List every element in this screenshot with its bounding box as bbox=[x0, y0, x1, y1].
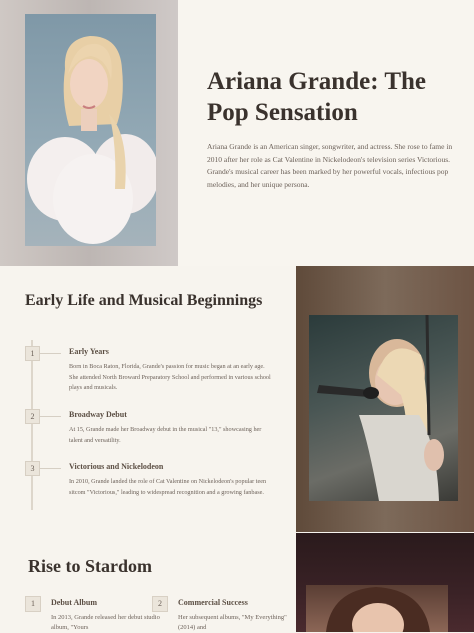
portrait-illustration bbox=[25, 14, 156, 246]
rise-number-2: 2 bbox=[152, 596, 168, 612]
portrait-illustration bbox=[306, 585, 448, 632]
rise-photo bbox=[306, 585, 448, 632]
timeline-line bbox=[31, 340, 33, 510]
timeline-item-title: Victorious and Nickelodeon bbox=[69, 462, 164, 471]
timeline-number-1: 1 bbox=[25, 346, 40, 361]
timeline-connector bbox=[39, 416, 61, 417]
timeline-item-title: Early Years bbox=[69, 347, 109, 356]
timeline-connector bbox=[39, 468, 61, 469]
rise-item-text: In 2013, Grande released her debut studio album, "Yours bbox=[51, 614, 160, 631]
early-life-photo bbox=[309, 315, 458, 501]
timeline-number-2: 2 bbox=[25, 409, 40, 424]
page-title: Ariana Grande: The Pop Sensation bbox=[207, 68, 426, 126]
hero-description: Ariana Grande is an American singer, songwriter, and actress. She rose to fame in 2010 after her role as Cat Valentine in Nickelodeon's television series Victorious. Grande's musical career has been marked by her powerful vocals, infectious pop melodies, and her unique persona. bbox=[207, 142, 453, 189]
singing-illustration bbox=[309, 315, 458, 501]
hero-section bbox=[0, 0, 474, 266]
rise-item-title: Commercial Success bbox=[178, 598, 248, 607]
rise-number-1: 1 bbox=[25, 596, 41, 612]
timeline-item-text: At 15, Grande made her Broadway debut in the musical "13," showcasing her talent and versatility. bbox=[69, 426, 262, 444]
timeline-number-3: 3 bbox=[25, 461, 40, 476]
timeline-connector bbox=[39, 353, 61, 354]
rise-item-title: Debut Album bbox=[51, 598, 98, 607]
hero-photo bbox=[25, 14, 156, 246]
timeline-item-title: Broadway Debut bbox=[69, 410, 127, 419]
rise-heading: Rise to Stardom bbox=[28, 556, 152, 576]
timeline-item-text: In 2010, Grande landed the role of Cat Valentine on Nickelodeon's popular teen sitcom "Victorious," leading to widespread recognition and a growing fanbase. bbox=[69, 478, 267, 496]
early-life-heading: Early Life and Musical Beginnings bbox=[25, 292, 263, 309]
rise-item-text: Her subsequent albums, "My Everything" (2014) and bbox=[178, 614, 287, 631]
timeline-item-text: Born in Boca Raton, Florida, Grande's passion for music began at an early age. She attended North Broward Preparatory School and performed in various school plays and musicals. bbox=[69, 363, 271, 391]
